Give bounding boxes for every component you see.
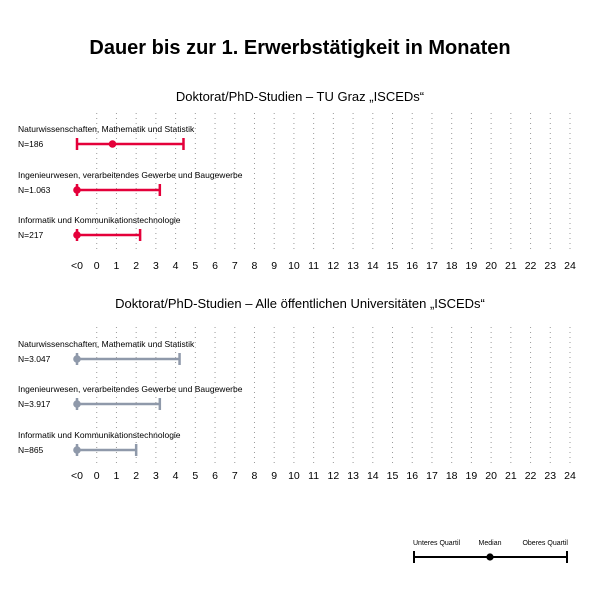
x-tick-label: 12 (327, 470, 340, 482)
row-label: Naturwissenschaften, Mathematik und Statistik (18, 124, 195, 134)
x-tick-label: 2 (133, 260, 140, 272)
x-tick-label: 10 (288, 260, 300, 272)
row-n-label: N=865 (18, 445, 44, 455)
row-label: Naturwissenschaften, Mathematik und Statistik (18, 339, 195, 349)
x-tick-label: 8 (251, 470, 258, 482)
x-tick-label: 6 (212, 260, 218, 272)
range-row (18, 170, 243, 196)
row-label: Informatik und Kommunikationstechnologie (18, 430, 181, 440)
x-tick-label: 24 (564, 470, 576, 482)
x-tick-label: 18 (445, 260, 458, 272)
x-tick-label: 19 (465, 470, 478, 482)
legend-median-label: Median (478, 540, 502, 547)
x-tick-label: 9 (271, 260, 278, 272)
x-tick-label: 0 (93, 470, 100, 482)
x-tick-label: 6 (212, 470, 218, 482)
x-tick-label: 20 (485, 260, 497, 272)
x-tick-label: 11 (308, 260, 320, 272)
x-tick-label: 23 (544, 470, 557, 482)
x-tick-label: 24 (564, 260, 576, 272)
row-n-label: N=3.917 (18, 399, 51, 409)
legend-median-dot (486, 553, 493, 560)
row-n-label: N=186 (18, 139, 44, 149)
x-tick-label: 15 (386, 470, 399, 482)
panel-all-universities (18, 296, 576, 482)
x-tick-label: 21 (504, 260, 517, 272)
range-row (18, 124, 195, 150)
x-tick-label: 13 (347, 470, 359, 482)
range-row (18, 430, 181, 456)
x-tick-label: 12 (327, 260, 340, 272)
x-tick-label: 9 (271, 470, 278, 482)
x-tick-label: 10 (288, 470, 300, 482)
chart-title: Dauer bis zur 1. Erwerbstätigkeit in Monaten (89, 37, 511, 59)
x-tick-label: 7 (231, 470, 238, 482)
x-tick-label: 15 (386, 260, 399, 272)
x-tick-label: 0 (93, 260, 100, 272)
x-tick-label: 17 (426, 260, 438, 272)
x-tick-label: 22 (524, 260, 537, 272)
x-tick-label: 23 (544, 260, 557, 272)
row-label: Ingenieurwesen, verarbeitendes Gewerbe und Baugewerbe (18, 170, 243, 180)
range-row (18, 384, 243, 410)
median-dot (73, 231, 81, 239)
x-tick-label: 4 (172, 470, 179, 482)
median-dot (73, 186, 81, 194)
range-row (18, 215, 181, 241)
legend-lower-label: Unteres Quartil (413, 540, 461, 547)
x-tick-label: 21 (504, 470, 517, 482)
panel-rows (18, 339, 243, 456)
x-tick-label: 18 (445, 470, 458, 482)
median-dot (73, 446, 81, 454)
range-row (18, 339, 195, 365)
x-tick-label: <0 (71, 260, 83, 272)
x-tick-label: 11 (308, 470, 320, 482)
x-tick-label: 2 (133, 470, 140, 482)
x-tick-label: 16 (406, 260, 419, 272)
row-n-label: N=1.063 (18, 185, 51, 195)
x-axis-ticks (71, 260, 576, 272)
row-label: Ingenieurwesen, verarbeitendes Gewerbe und Baugewerbe (18, 384, 243, 394)
x-tick-label: 5 (192, 470, 199, 482)
panel-tu-graz (18, 89, 576, 272)
x-tick-label: 20 (485, 470, 497, 482)
x-tick-label: 8 (251, 260, 258, 272)
x-tick-label: 5 (192, 260, 199, 272)
x-tick-label: 1 (113, 470, 120, 482)
x-tick-label: 4 (172, 260, 179, 272)
row-n-label: N=217 (18, 230, 44, 240)
x-tick-label: 14 (366, 260, 379, 272)
panel-title: Doktorat/PhD-Studien – TU Graz „ISCEDs“ (175, 89, 425, 104)
x-tick-label: 22 (524, 470, 537, 482)
x-tick-label: 14 (366, 470, 379, 482)
legend-upper-label: Oberes Quartil (522, 540, 568, 547)
x-tick-label: 17 (426, 470, 438, 482)
x-tick-label: 3 (152, 260, 159, 272)
x-tick-label: <0 (71, 470, 83, 482)
x-axis-ticks (71, 470, 576, 482)
row-n-label: N=3.047 (18, 354, 51, 364)
x-tick-label: 13 (347, 260, 359, 272)
x-tick-label: 3 (152, 470, 159, 482)
row-label: Informatik und Kommunikationstechnologie (18, 215, 181, 225)
panel-title: Doktorat/PhD-Studien – Alle öffentlichen Universitäten „ISCEDs“ (115, 296, 485, 311)
x-tick-label: 19 (465, 260, 478, 272)
median-dot (109, 140, 117, 148)
median-dot (73, 400, 81, 408)
x-tick-label: 7 (231, 260, 238, 272)
median-dot (73, 355, 81, 363)
x-tick-label: 1 (113, 260, 120, 272)
x-tick-label: 16 (406, 470, 419, 482)
panel-rows (18, 124, 243, 241)
legend (413, 540, 568, 563)
